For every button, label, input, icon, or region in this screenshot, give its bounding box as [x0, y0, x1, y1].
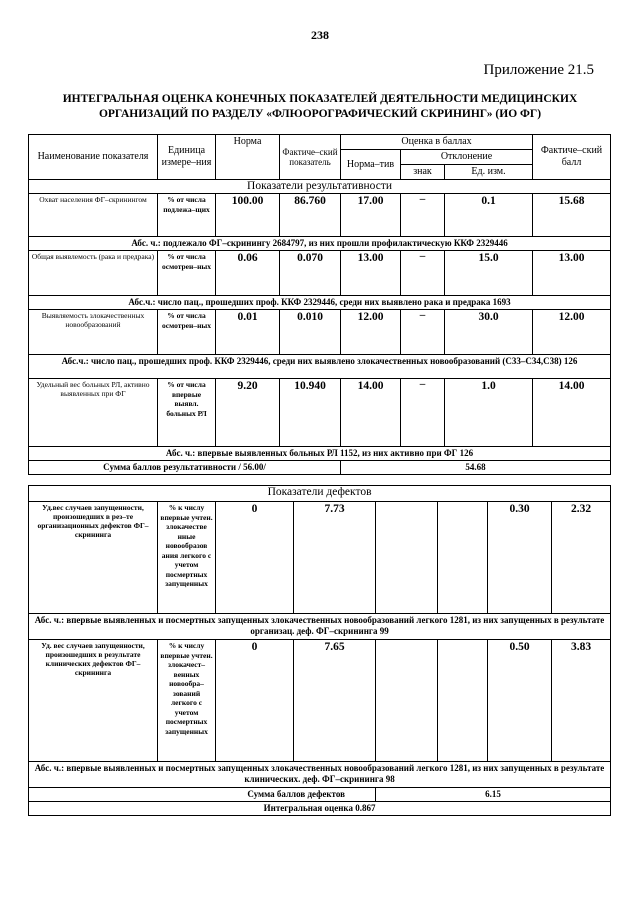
performance-sum-label: Сумма баллов результативности / 56.00/	[29, 461, 341, 475]
indicator-unit-change: 15.0	[445, 251, 533, 296]
indicator-score: 13.00	[533, 251, 611, 296]
indicator-fact: 86.760	[280, 194, 341, 237]
indicator-fact: 0.010	[280, 310, 341, 355]
indicator-norm: 0	[216, 502, 294, 614]
defect-sum-value: 6.15	[376, 788, 611, 802]
indicator-sign: –	[401, 379, 445, 447]
indicator-norm: 0	[216, 640, 294, 762]
absolute-count-note: Абс.ч.: число пац., прошедших проф. ККФ 2329446, среди них выявлено рака и предрака 1693	[29, 296, 611, 310]
absolute-count-note: Абс. ч.: впервые выявленных и посмертных запущенных злокачественных новообразований легкого 1281, из них запущенных в результате клинических. деф. ФГ–скрининга 98	[29, 762, 611, 788]
header-sign: знак	[401, 165, 445, 180]
header-fact-score: Фактиче–ский балл	[533, 135, 611, 180]
table-row	[29, 310, 611, 355]
document-title	[40, 92, 600, 122]
indicator-unit: % от числа впервые выявл. больных РЛ	[158, 379, 216, 447]
indicator-unit: % к числу впервые учтен. злокачест–венных новообра–зований легкого с учетом посмертных запущенных	[158, 640, 216, 762]
indicator-unit-change: 30.0	[445, 310, 533, 355]
indicator-norm: 0.01	[216, 310, 280, 355]
header-fact: Фактиче–ский показатель	[280, 135, 341, 180]
indicator-name: Уд. вес случаев запущенности, произошедших в результате клинических дефектов ФГ–скрининга	[29, 640, 158, 762]
header-unit: Единица измере–ния	[158, 135, 216, 180]
indicator-fact: 7.73	[294, 502, 376, 614]
performance-sum-value: 54.68	[341, 461, 611, 475]
title-line-1: ИНТЕГРАЛЬНАЯ ОЦЕНКА КОНЕЧНЫХ ПОКАЗАТЕЛЕЙ ДЕЯТЕЛЬНОСТИ МЕДИЦИНСКИХ	[62, 93, 578, 105]
table-row	[29, 194, 611, 237]
absolute-count-note: Абс.ч.: число пац., прошедших проф. ККФ 2329446, среди них выявлено злокачественных новообразований (С33–С34,С38) 126	[29, 355, 611, 379]
table-row	[29, 379, 611, 447]
indicator-unit: % от числа осмотрен–ных	[158, 251, 216, 296]
indicator-unit-change: 0.30	[488, 502, 552, 614]
absolute-count-note: Абс. ч.: впервые выявленных больных РЛ 1152, из них активно при ФГ 126	[29, 447, 611, 461]
indicator-name: Уд.вес случаев запущенности, произошедших в рез–те организационных дефектов ФГ–скрининга	[29, 502, 158, 614]
indicator-unit-change: 0.50	[488, 640, 552, 762]
indicator-sign	[438, 640, 488, 762]
indicator-normative: 12.00	[341, 310, 401, 355]
indicator-sign: –	[401, 310, 445, 355]
absolute-count-note: Абс. ч.: впервые выявленных и посмертных запущенных злокачественных новообразований легкого 1281, из них запущенных в результате организац. деф. ФГ–скрининга 99	[29, 614, 611, 640]
header-name: Наименование показателя	[29, 135, 158, 180]
indicator-fact: 0.070	[280, 251, 341, 296]
indicator-unit: % к числу впервые учтен. злокачестве нные новообразов ания легкого с учетом посмертных запущенных	[158, 502, 216, 614]
indicator-name: Общая выявлемость (рака и предрака)	[29, 251, 158, 296]
header-normative: Норма–тив	[341, 150, 401, 180]
table-row	[29, 251, 611, 296]
section-defects: Показатели дефектов	[29, 486, 611, 502]
indicator-name: Охват населения ФГ–скринингом	[29, 194, 158, 237]
indicator-unit: % от числа подлежа–щих	[158, 194, 216, 237]
indicator-sign	[438, 502, 488, 614]
performance-table	[28, 134, 611, 475]
indicator-score: 14.00	[533, 379, 611, 447]
indicator-normative	[376, 502, 438, 614]
defect-sum-label: Сумма баллов дефектов	[29, 788, 376, 802]
table-row	[29, 640, 611, 762]
indicator-sign: –	[401, 194, 445, 237]
header-score: Оценка в баллах	[341, 135, 533, 150]
integral-score: Интегральная оценка 0.867	[29, 802, 611, 816]
header-deviation: Отклонение	[401, 150, 533, 165]
absolute-count-note: Абс. ч.: подлежало ФГ–скринингу 2684797, из них прошли профилактическую ККФ 2329446	[29, 237, 611, 251]
table-row	[29, 502, 611, 614]
title-line-2: ОРГАНИЗАЦИЙ ПО РАЗДЕЛУ «ФЛЮОРОГРАФИЧЕСКИЙ СКРИНИНГ» (ИО ФГ)	[98, 108, 542, 120]
indicator-norm: 100.00	[216, 194, 280, 237]
indicator-normative	[376, 640, 438, 762]
indicator-norm: 9.20	[216, 379, 280, 447]
indicator-norm: 0.06	[216, 251, 280, 296]
indicator-unit-change: 1.0	[445, 379, 533, 447]
indicator-fact: 7.65	[294, 640, 376, 762]
indicator-score: 3.83	[552, 640, 611, 762]
indicator-name: Выявляемость злокачественных новообразований	[29, 310, 158, 355]
indicator-score: 15.68	[533, 194, 611, 237]
indicator-unit-change: 0.1	[445, 194, 533, 237]
header-unit-change: Ед. изм.	[445, 165, 533, 180]
indicator-unit: % от числа осмотрен–ных	[158, 310, 216, 355]
appendix-label: Приложение 21.5	[483, 62, 594, 78]
indicator-sign: –	[401, 251, 445, 296]
section-performance: Показатели результативности	[29, 180, 611, 194]
header-norm: Норма	[216, 135, 280, 180]
indicator-fact: 10.940	[280, 379, 341, 447]
indicator-name: Удельный вес больных РЛ, активно выявленных при ФГ	[29, 379, 158, 447]
defects-table	[28, 485, 611, 816]
indicator-normative: 13.00	[341, 251, 401, 296]
page-number: 238	[311, 28, 329, 42]
indicator-normative: 17.00	[341, 194, 401, 237]
indicator-score: 2.32	[552, 502, 611, 614]
indicator-score: 12.00	[533, 310, 611, 355]
indicator-normative: 14.00	[341, 379, 401, 447]
